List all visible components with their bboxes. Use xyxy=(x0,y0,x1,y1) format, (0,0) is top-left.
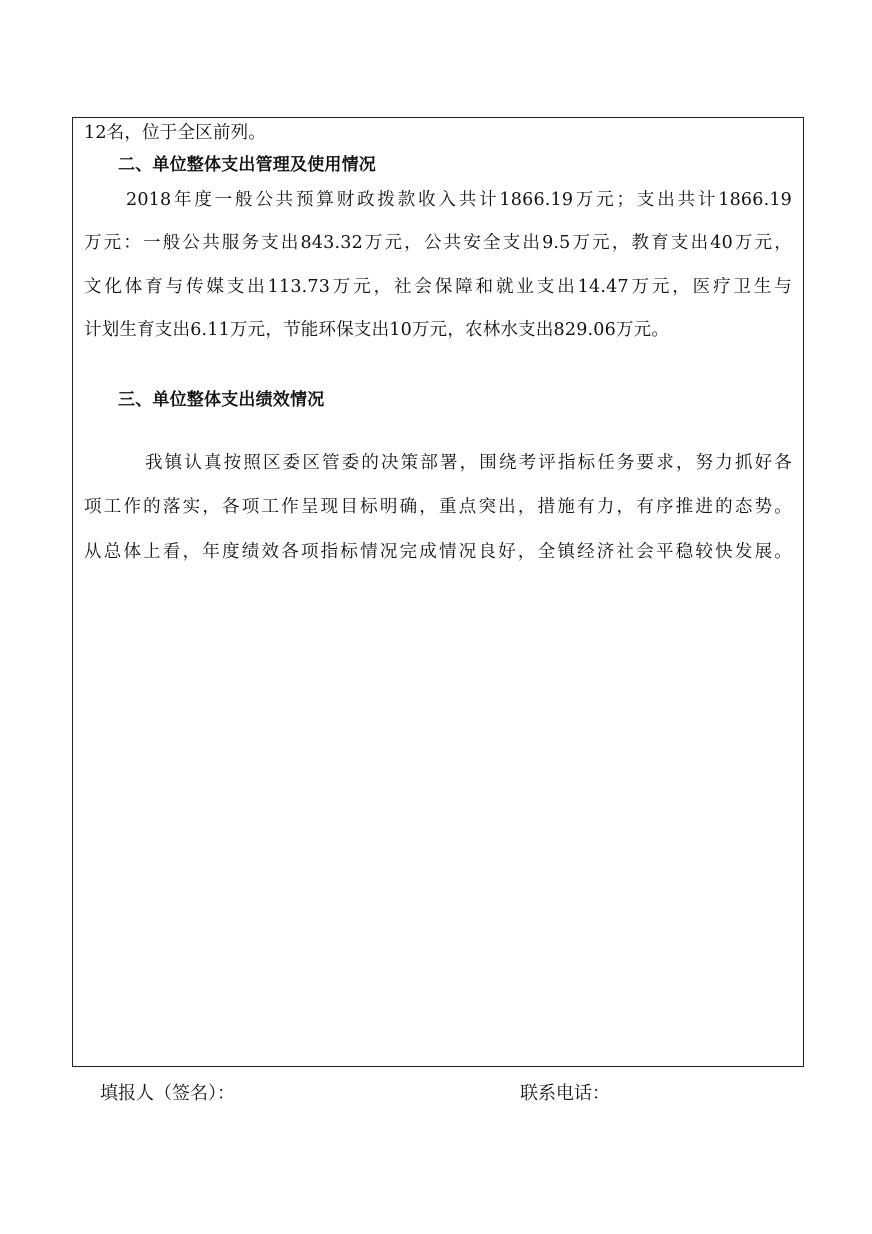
section3-line-1: 我镇认真按照区委区管委的决策部署，围绕考评指标任务要求，努力抓好各 xyxy=(145,453,792,473)
section3-line-3: 从总体上看，年度绩效各项指标情况完成情况良好，全镇经济社会平稳较快发展。 xyxy=(84,542,792,562)
section2-line-4: 计划生育支出6.11万元，节能环保支出10万元，农林水支出829.06万元。 xyxy=(84,320,670,340)
section2-line-1: 2018年度一般公共预算财政拨款收入共计1866.19万元；支出共计1866.19 xyxy=(126,190,792,210)
section3-line-2: 项工作的落实，各项工作呈现目标明确，重点突出，措施有力，有序推进的态势。 xyxy=(84,497,792,517)
section2-heading: 二、单位整体支出管理及使用情况 xyxy=(118,155,376,175)
intro-continuation: 12名，位于全区前列。 xyxy=(84,123,266,143)
section2-line-3: 文化体育与传媒支出113.73万元，社会保障和就业支出14.47万元，医疗卫生与 xyxy=(84,277,792,297)
section3-heading: 三、单位整体支出绩效情况 xyxy=(118,390,325,410)
contact-phone-label: 联系电话： xyxy=(520,1083,610,1104)
filler-signature-label: 填报人（签名）： xyxy=(100,1083,235,1104)
content-frame xyxy=(72,117,804,1067)
section2-line-2: 万元：一般公共服务支出843.32万元，公共安全支出9.5万元，教育支出40万元， xyxy=(84,233,792,253)
